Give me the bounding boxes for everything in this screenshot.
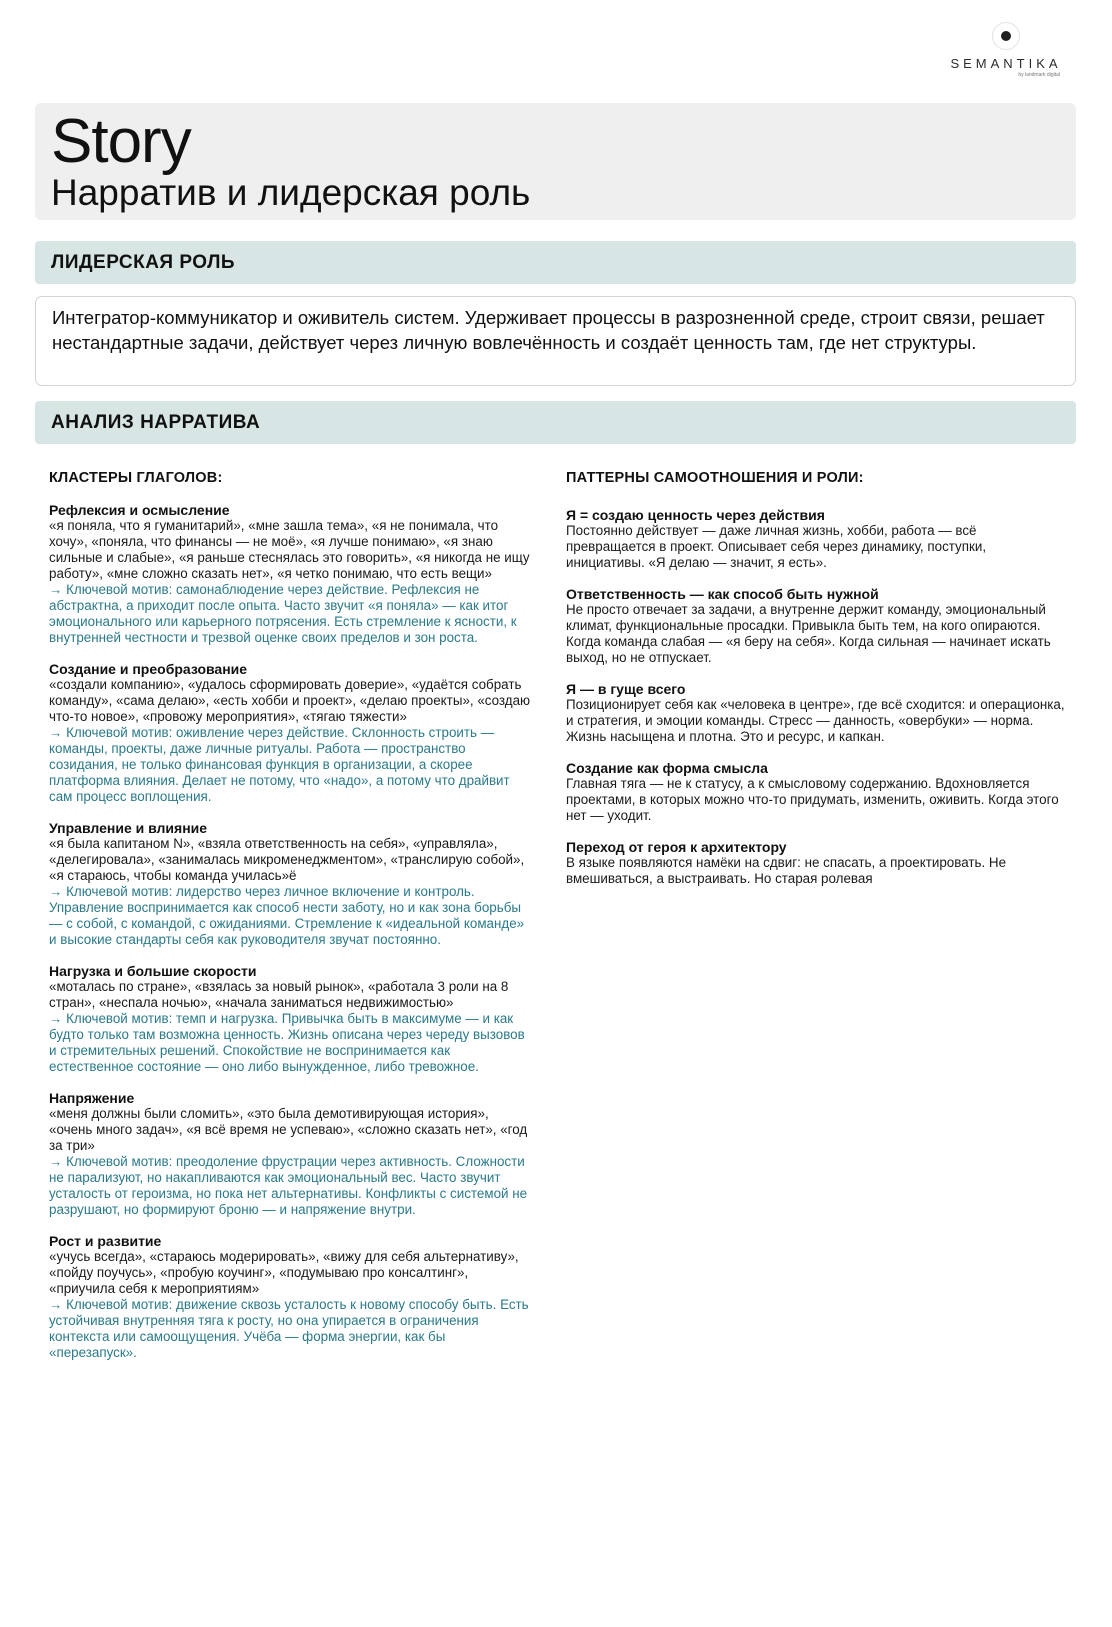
analysis-heading: АНАЛИЗ НАРРАТИВА [51, 412, 261, 433]
leader-role-box [35, 296, 1076, 386]
pattern-item [566, 681, 1066, 745]
cluster-reflection [49, 502, 534, 646]
title-banner [35, 103, 1076, 220]
cluster-name: Рост и развитие [49, 1233, 162, 1249]
cluster-name: Напряжение [49, 1090, 135, 1106]
clusters-column [49, 470, 534, 1376]
cluster-motif: → Ключевой мотив: оживление через действие. Склонность строить — команды, проекты, даже личные ритуалы. Работа — пространство созидания, не только финансовая функция в организации, а скорее платформа влияния. Делает не потому, что «надо», а потому что драйвит сам процесс воплощения. [49, 725, 510, 804]
cluster-name: Создание и преобразование [49, 661, 248, 677]
cluster-creation [49, 661, 534, 805]
pattern-text: Не просто отвечает за задачи, а внутренне держит команду, эмоциональный климат, функциональные просадки. Привыкла быть тем, на кого опираются. Когда команда слабая — «я беру на себя». Когда сильная — начинает искать выход, но не отпускает. [566, 602, 1051, 665]
pattern-text: Позиционирует себя как «человека в центре», где всё сходится: и операционка, и стратегия, и эмоции команды. Стресс — данность, «овербуки» — норма. Жизнь насыщена и плотна. Это и ресурс, и капкан. [566, 697, 1065, 744]
cluster-quotes: «моталась по стране», «взялась за новый рынок», «работала 3 роли на 8 стран», «неспала ночью», «начала заниматься недвижимостью» [49, 979, 509, 1010]
patterns-column [566, 470, 1066, 902]
analysis-header [35, 401, 1076, 444]
cluster-motif: → Ключевой мотив: темп и нагрузка. Привычка быть в максимуме — и как будто только там возможна ценность. Жизнь описана через череду вызовов и стремительных решений. Спокойствие не воспринимается как естественное состояние — оно либо вынужденное, либо тревожное. [49, 1011, 525, 1074]
cluster-quotes: «создали компанию», «удалось сформировать доверие», «удаётся собрать команду», «сама делаю», «есть хобби и проект», «делаю проекты», «создаю что-то новое», «провожу мероприятия», «тягаю тяжести» [49, 677, 531, 724]
pattern-text: Главная тяга — не к статусу, а к смысловому содержанию. Вдохновляется проектами, в которых можно что-то придумать, изменить, оживить. Когда этого нет — уходит. [566, 776, 1059, 823]
page-subtitle: Нарратив и лидерская роль [51, 172, 531, 213]
cluster-quotes: «я поняла, что я гуманитарий», «мне зашла тема», «я не понимала, что хочу», «поняла, что финансы — не моё», «я лучше понимаю», «я знаю сильные и слабые», «я раньше стеснялась это говорить», «я никогда не ищу работу», «мне сложно сказать нет», «я четко понимаю, что есть вещи» [49, 518, 530, 581]
cluster-quotes: «учусь всегда», «стараюсь модерировать», «вижу для себя альтернативу», «пойду поучусь», «пробую коучинг», «подумываю про консалтинг», «приучила себя к мероприятиям» [49, 1249, 519, 1296]
pattern-item [566, 507, 1066, 571]
pattern-item [566, 586, 1066, 666]
pattern-name: Создание как форма смысла [566, 760, 768, 776]
pattern-item [566, 760, 1066, 824]
patterns-heading: ПАТТЕРНЫ САМООТНОШЕНИЯ И РОЛИ: [566, 470, 864, 486]
cluster-motif: → Ключевой мотив: преодоление фрустрации через активность. Сложности не парализуют, но накапливаются как эмоциональный вес. Часто звучит усталость от героизма, но пока нет альтернативы. Конфликты с системой не разрушают, но формируют броню — и напряжение внутри. [49, 1154, 528, 1217]
pattern-text: В языке появляются намёки на сдвиг: не спасать, а проектировать. Не вмешиваться, а выстраивать. Но старая ролевая [566, 855, 1007, 886]
pattern-name: Я — в гуще всего [566, 681, 686, 697]
cluster-name: Управление и влияние [49, 820, 208, 836]
brand-logo [940, 22, 1080, 78]
cluster-motif: → Ключевой мотив: самонаблюдение через действие. Рефлексия не абстрактна, а приходит после опыта. Часто звучит «я поняла» — как итог эмоционального или карьерного потрясения. Есть стремление к ясности, к внутренней честности и трезвой оценке своих пределов и зон роста. [49, 582, 517, 645]
cluster-growth [49, 1233, 534, 1361]
cluster-quotes: «я была капитаном N», «взяла ответственность на себя», «управляла», «делегировала», «занималась микроменеджментом», «транслирую собой», «я стараюсь, чтобы команда училась»ё [49, 836, 525, 883]
cluster-name: Нагрузка и большие скорости [49, 963, 257, 979]
cluster-load [49, 963, 534, 1075]
cluster-name: Рефлексия и осмысление [49, 502, 230, 518]
logo-dot-icon [1001, 31, 1011, 41]
clusters-heading: КЛАСТЕРЫ ГЛАГОЛОВ: [49, 470, 223, 486]
leader-role-header [35, 241, 1076, 284]
pattern-name: Переход от героя к архитектору [566, 839, 787, 855]
cluster-quotes: «меня должны были сломить», «это была демотивирующая история», «очень много задач», «я всё время не успеваю», «сложно сказать нет», «год за три» [49, 1106, 528, 1153]
cluster-motif: → Ключевой мотив: движение сквозь усталость к новому способу быть. Есть устойчивая внутренняя тяга к росту, но она упирается в ограничения контекста или самоощущения. Учёба — форма энергии, как бы «перезапуск». [49, 1297, 529, 1360]
brand-name: SEMANTIKA [950, 56, 1062, 71]
leader-role-heading: ЛИДЕРСКАЯ РОЛЬ [51, 252, 236, 273]
pattern-name: Ответственность — как способ быть нужной [566, 586, 879, 602]
cluster-tension [49, 1090, 534, 1218]
cluster-management [49, 820, 534, 948]
brand-tagline: by landmark digital [1018, 72, 1060, 78]
leader-role-text: Интегратор-коммуникатор и оживитель систем. Удерживает процессы в разрозненной среде, строит связи, решает нестандартные задачи, действует через личную вовлечённость и создаёт ценность там, где нет структуры. [52, 307, 1045, 353]
pattern-name: Я = создаю ценность через действия [566, 507, 825, 523]
page-title: Story [51, 107, 191, 176]
pattern-item [566, 839, 1066, 887]
cluster-motif: → Ключевой мотив: лидерство через личное включение и контроль. Управление воспринимается как способ нести заботу, но и как зона борьбы — с собой, с командой, с ожиданиями. Стремление к «идеальной команде» и высокие стандарты себя как руководителя звучат постоянно. [49, 884, 525, 947]
pattern-text: Постоянно действует — даже личная жизнь, хобби, работа — всё превращается в проект. Описывает себя через динамику, поступки, инициативы. «Я делаю — значит, я есть». [566, 523, 987, 570]
